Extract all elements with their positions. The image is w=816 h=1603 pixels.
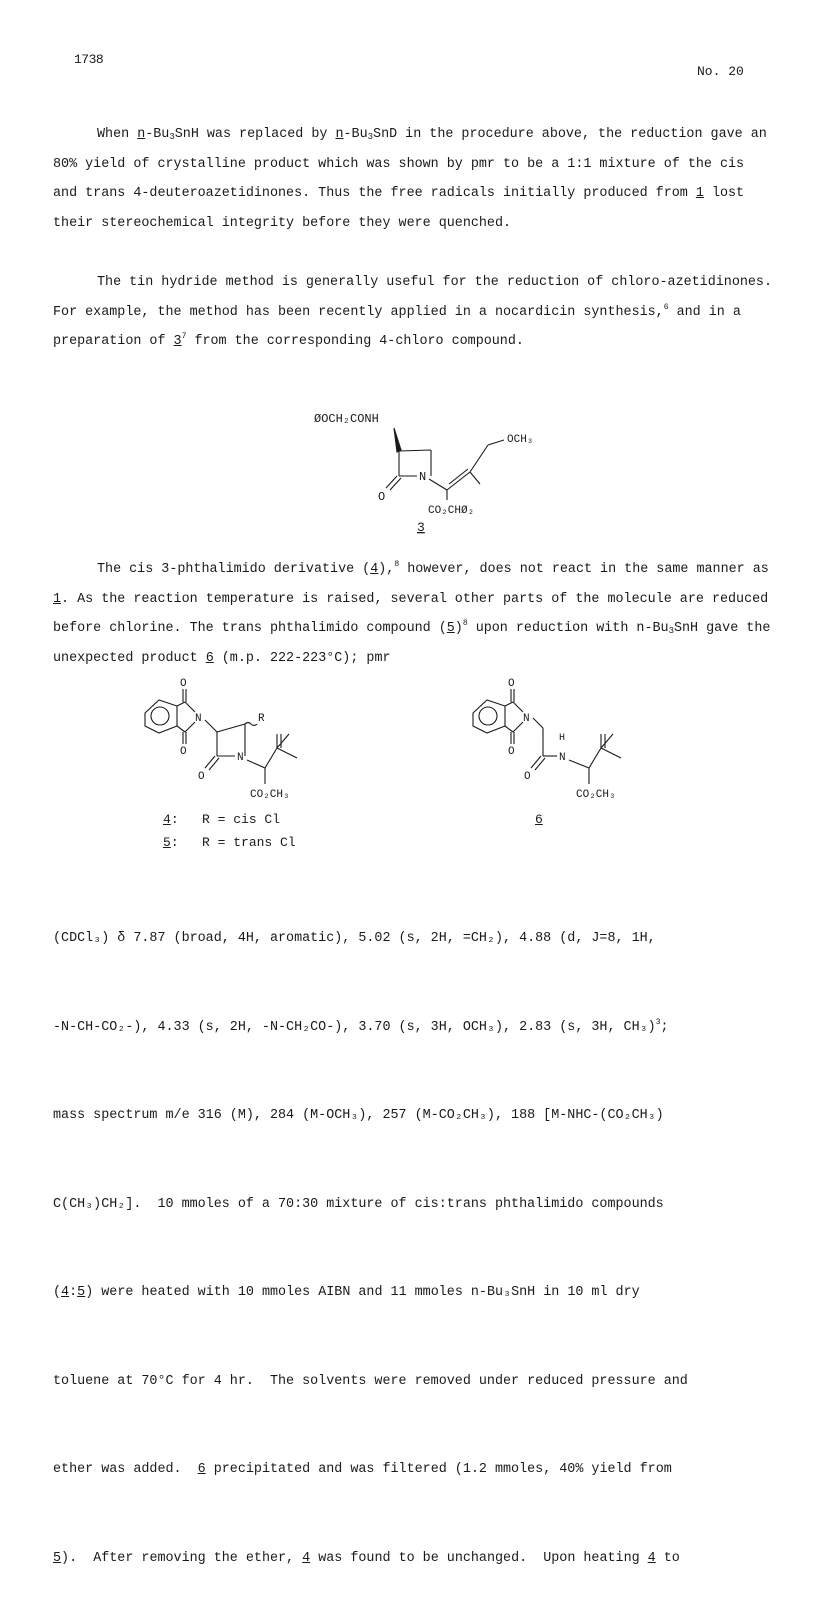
structure-6-imide-nitrogen: N xyxy=(523,713,530,725)
structure-6-oxygen-bottom: O xyxy=(508,746,515,758)
page-number: 1738 xyxy=(74,52,104,67)
structure-3-caption: 3 xyxy=(417,520,425,535)
structure-4-5-captions: 4: R = cis Cl 5: R = trans Cl xyxy=(163,812,296,850)
structure-6-amide-nitrogen: N xyxy=(559,752,566,764)
structure-4-5-ester: CO₂CH₃ xyxy=(250,789,290,801)
paragraph-4: (CDCl₃) δ 7.87 (broad, 4H, aromatic), 5.02 (s, 2H, =CH₂), 4.88 (d, J=8, 1H, -N-CH-CO₂-), 4.33 (s, 2H, -N-CH₂CO-), 3.70 (s, 3H, OCH₃), 2.83 (s, 3H, CH₃)$^3$; mass spectrum m/e 316 (M), 284 (M-OCH₃), 257 (M-CO₂CH₃), 188 [M-NHC-(CO₂CH₃) C(CH₃)CH₂]. 10 mmoles of a 70:30 mixture of cis:trans phthalimido compounds (4:5) were heated with 10 mmoles AIBN and 11 mmoles n-Bu₃SnH in 10 ml dry toluene at 70°C for 4 hr. The solvents were removed under reduced pressure and ether was added. 6 precipitated and was filtered (1.2 mmoles, 40% yield from 5). After removing the ether, 4 was found to be unchanged. Upon heating 4 to xyxy=(53,931,688,1566)
structure-3-nitrogen: N xyxy=(419,470,427,484)
structure-3 xyxy=(300,400,540,545)
issue-number: No. 20 xyxy=(697,64,744,79)
structure-3-amide-label: ØOCH₂CONH xyxy=(314,412,379,426)
structure-6-caption: 6 xyxy=(535,812,543,827)
structure-3-ester: CO₂CHØ₂ xyxy=(428,505,475,517)
structure-6-hydrogen: H xyxy=(559,733,566,744)
structure-4-5-r-group: R xyxy=(258,713,265,725)
paragraph-2: The tin hydride method is generally useful for the reduction of chloro-azetidinones. For example, the method has been recently applied in a nocardicin synthesis,$^6$ and in a preparation of $3^7$ from the corresponding 4-chloro compound. xyxy=(53,275,772,349)
structure-4-5 xyxy=(125,676,355,801)
structure-3-oxygen: O xyxy=(378,490,386,504)
structure-4-5-lactam-oxygen: O xyxy=(198,771,205,783)
structure-6-amide-oxygen: O xyxy=(524,771,531,783)
structure-4-5-ring-nitrogen: N xyxy=(237,752,244,764)
structure-6-oxygen-top: O xyxy=(508,678,515,690)
structure-6-ester: CO₂CH₃ xyxy=(576,789,616,801)
paragraph-1: When $n-Bu_3SnH$ was replaced by $n-Bu_3SnD$ in the procedure above, the reduction gave an 80% yield of crystalline product which was shown by pmr to be a 1:1 mixture of the cis and trans 4-deuteroazetidinones. Thus the free radicals initially produced from 1 lost their stereochemical integrity before they were quenched. xyxy=(53,127,767,231)
paragraph-3: The cis 3-phthalimido derivative (4),$^8$ however, does not react in the same manner as 1. As the reaction temperature is raised, several other parts of the molecule are reduced before chlorine. The trans phthalimido compound $(5)^8$ upon reduction with $n-Bu_3SnH$ gave the unexpected product 6 (m.p. 222-223°C); pmr xyxy=(53,560,771,666)
structure-3-methoxy: OCH₃ xyxy=(507,434,534,446)
structure-6 xyxy=(453,676,683,801)
structure-4-5-oxygen-top: O xyxy=(180,678,187,690)
structure-4-5-imide-nitrogen: N xyxy=(195,713,202,725)
structure-4-5-oxygen-bottom: O xyxy=(180,746,187,758)
